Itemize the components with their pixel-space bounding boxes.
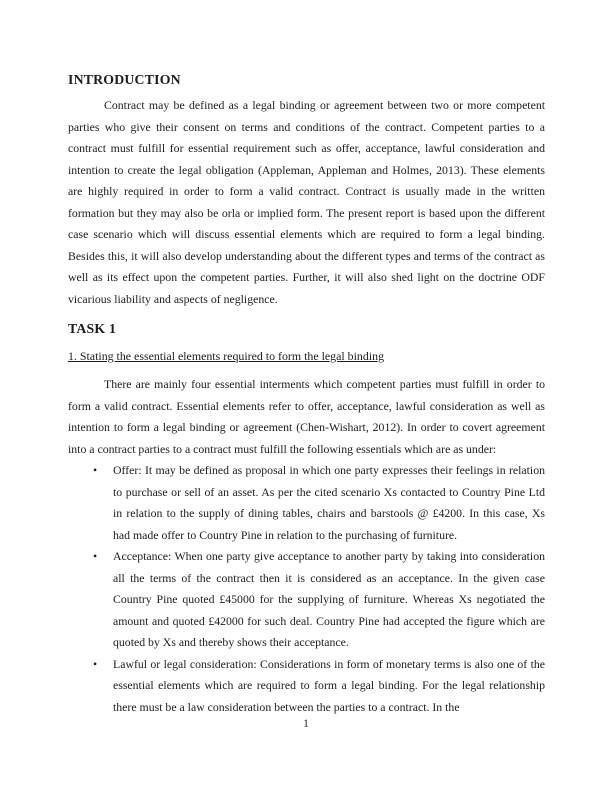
list-item-lawful-consideration: • Lawful or legal consideration: Considerations in form of monetary terms is also one of the essential elements which are required to form a legal binding. For the legal relationship there must be a law consideration between the parties to a contract. In the	[113, 654, 545, 719]
introduction-paragraph: Contract may be defined as a legal binding or agreement between two or more competent parties who give their consent on terms and conditions of the contract. Competent parties to a contract must fulfill for essential requirement such as offer, acceptance, lawful consideration and intention to create the legal obligation (Appleman, Appleman and Holmes, 2013). These elements are highly required in order to form a valid contract. Contract is usually made in the written formation but they may also be orla or implied form. The present report is based upon the different case scenario which will discuss essential elements which are required to form a legal binding. Besides this, it will also develop understanding about the different types and terms of the contract as well as its effect upon the competent parties. Further, it will also shed light on the doctrine ODF vicarious liability and aspects of negligence.	[68, 98, 545, 306]
page-number: 1	[303, 718, 309, 730]
list-item-acceptance: • Acceptance: When one party give acceptance to another party by taking into consideration all the terms of the contract then it is considered as an acceptance. In the given case Country Pine quoted £45000 for the supplying of furniture. Whereas Xs negotiated the amount and quoted £42000 for such deal. Country Pine had accepted the figure which are quoted by Xs and thereby shows their acceptance.	[113, 546, 545, 654]
task1-paragraph: There are mainly four essential interments which competent parties must fulfill in order to form a valid contract. Essential elements refer to offer, acceptance, lawful consideration as well as intention to form a legal binding or agreement (Chen-Wishart, 2012). In order to covert agreement into a contract parties to a contract must fulfill the following essentials which are as under:	[68, 377, 545, 456]
list-item-offer: • Offer: It may be defined as proposal in which one party expresses their feelings in relation to purchase or sell of an asset. As per the cited scenario Xs contacted to Country Pine Ltd in relation to the supply of dining tables, chairs and barstools @ £4200. In this case, Xs had made offer to Country Pine in relation to the purchasing of furniture.	[113, 460, 545, 546]
essential-elements-list	[68, 460, 545, 718]
introduction-heading: INTRODUCTION	[68, 72, 181, 87]
task1-heading: TASK 1	[68, 321, 117, 336]
task1-subheading: 1. Stating the essential elements required to form the legal binding	[68, 349, 385, 363]
page-content	[68, 71, 545, 718]
